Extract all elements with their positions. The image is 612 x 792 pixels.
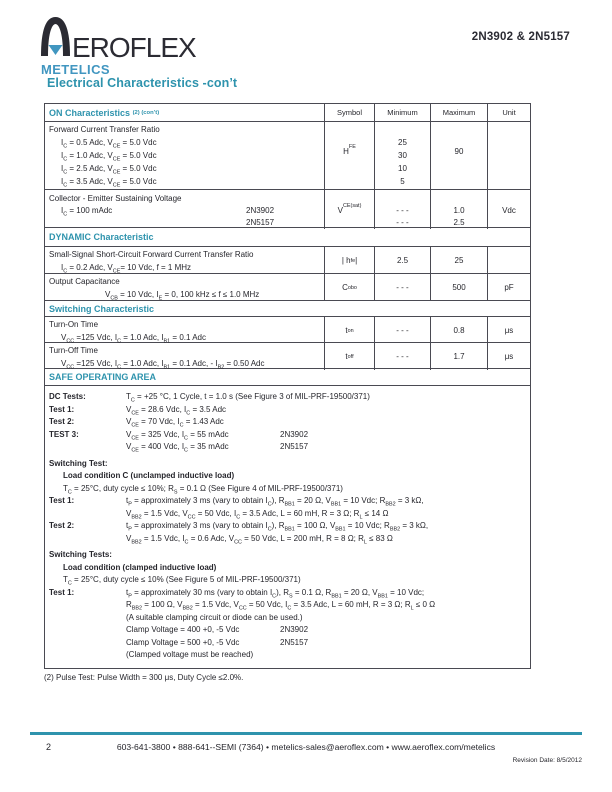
table-row-toff <box>45 343 530 369</box>
page-title: Electrical Characteristics -con’t <box>47 76 238 90</box>
symbol-cell: | h fe | <box>324 247 374 274</box>
page-number: 2 <box>46 742 52 752</box>
table-row-hfe-small <box>45 247 530 274</box>
symbol-cell: C obo <box>324 274 374 301</box>
minimum-cell: - - - <box>374 317 430 344</box>
clamp-text: Clamp Voltage = 400 +0, -5 Vdc <box>126 625 240 634</box>
variant-label: 2N3902 <box>246 206 275 215</box>
soa-condition: $T_C = 25^\circ C$, duty cycle ≤ 10%; $R_S = 0.1$ Ω (See Figure 4 of MIL-PRF-19500/371) <box>63 483 343 496</box>
section-row-dynamic <box>45 228 530 247</box>
variant-label: 2N5157 <box>280 442 309 451</box>
pulse-test-footnote: (2) Pulse Test: Pulse Width = 300 μs, Duty Cycle ≤2.0%. <box>44 673 244 682</box>
footer-contact: 603-641-3800 • 888-641--SEMI (7364) • metelics-sales@aeroflex.com • www.aeroflex.com/metelics <box>116 742 496 752</box>
row-condition: $I_C = 0.5$ Adc, $V_{CE} = 5.0$ Vdc <box>61 138 157 150</box>
column-header-unit: Unit <box>487 104 530 121</box>
section-switching-label: Switching Characteristic <box>49 303 155 314</box>
soa-text <box>126 587 526 662</box>
table-row-vce <box>45 190 530 228</box>
condition-text: $V_{CE} = 325$ Vdc, $I_C = 55$ mAdc <box>126 429 229 442</box>
soa-text <box>126 429 526 442</box>
soa-test1-line <box>49 404 526 417</box>
minimum-value: - - - <box>396 206 409 215</box>
row-title: Forward Current Transfer Ratio <box>49 125 160 134</box>
clamp-text: Clamp Voltage = 500 +0, -5 Vdc <box>126 637 240 647</box>
symbol-cell: t on <box>324 317 374 344</box>
soa-label: TEST 3: <box>49 429 79 439</box>
unit-cell <box>487 247 530 274</box>
soa-test-line: $t_P$ = approximately 3 ms (vary to obtain $I_C$), $R_{BB1} = 100$ Ω, $V_{BB1} = 10$ Vdc; $R_{BB2} = 3$ kΩ, <box>126 521 429 533</box>
soa-switching-tests-heading: Switching Tests: <box>49 550 112 559</box>
soa-clamped-test1 <box>49 587 526 662</box>
soa-test2-line <box>49 416 526 429</box>
soa-sw-test2 <box>49 520 526 545</box>
soa-dc-tests-line <box>49 391 526 404</box>
logo-wordmark: EROFLEX <box>72 32 196 64</box>
symbol-cell: t off <box>324 343 374 370</box>
logo-triangle-icon <box>49 45 63 55</box>
row-title: Collector - Emitter Sustaining Voltage <box>49 194 182 203</box>
minimum-value: 10 <box>398 164 407 173</box>
symbol-cell: V CE(sat) <box>324 190 374 229</box>
soa-text: $T_C = +25$ °C, 1 Cycle, t = 1.0 s (See Figure 3 of MIL-PRF-19500/371) <box>126 392 370 404</box>
unit-cell: μs <box>487 343 530 370</box>
row-condition: $I_C = 3.5$ Adc, $V_{CE} = 5.0$ Vdc <box>61 177 157 189</box>
soa-label: Test 2: <box>49 521 75 530</box>
soa-text <box>126 441 526 454</box>
minimum-value: 25 <box>398 138 407 147</box>
row-condition: $V_{CC} =125$ Vdc, $I_C = 1.0$ Adc, $I_{B1} = 0.1$ Adc <box>61 333 207 345</box>
soa-text: $V_{CE} = 70$ Vdc, $I_C = 1.43$ Adc <box>126 417 224 429</box>
condition-text: $V_{CE} = 400$ Vdc, $I_C = 35$ mAdc <box>126 442 229 454</box>
logo-subbrand: METELICS <box>41 62 110 77</box>
row-title: Output Capacitance <box>49 277 120 286</box>
aeroflex-arch-icon <box>40 17 71 61</box>
column-header-maximum: Maximum <box>430 104 487 121</box>
soa-note: (Clamped voltage must be reached) <box>126 650 254 659</box>
minimum-cell: 2.5 <box>374 247 430 274</box>
soa-label: Test 2: <box>49 417 75 426</box>
soa-text <box>126 495 526 520</box>
maximum-cell: 25 <box>430 247 487 274</box>
soa-note: (A suitable clamping circuit or diode can be used.) <box>126 612 303 622</box>
soa-test-line: $V_{BB2} = 1.5$ Vdc, $V_{CC} = 50$ Vdc, $I_C = 3.5$ Adc, L = 60 mH, R = 3 Ω; $R_L \le 14$ Ω <box>126 508 389 521</box>
soa-switching-test-heading: Switching Test: <box>49 458 108 468</box>
characteristic-cell <box>45 343 324 370</box>
minimum-cell <box>374 122 430 189</box>
unit-cell: pF <box>487 274 530 301</box>
row-title: Small-Signal Short-Circuit Forward Current Transfer Ratio <box>49 250 254 259</box>
soa-label: Test 1: <box>49 404 75 414</box>
soa-label <box>49 441 126 454</box>
section-on-characteristics: ON Characteristics (2) (con’t) <box>49 107 160 118</box>
variant-label: 2N5157 <box>280 637 309 647</box>
characteristics-table <box>44 103 531 669</box>
maximum-cell: 90 <box>430 122 487 189</box>
characteristic-cell <box>45 274 324 301</box>
footer-rule <box>30 732 582 735</box>
soa-test-line: $R_{BB2} = 100$ Ω, $V_{BB2} = 1.5$ Vdc, $V_{CC} = 50$ Vdc, $I_C = 3.5$ Adc, L = 60 mH, R = 3 Ω; $R_L \le 0$ Ω <box>126 600 436 612</box>
variant-label: 2N5157 <box>246 218 275 227</box>
unit-cell <box>487 122 530 189</box>
maximum-cell <box>430 190 487 229</box>
section-dynamic-label: DYNAMIC Characteristic <box>49 232 154 242</box>
condition-text: $I_C = 100$ mAdc <box>61 206 113 218</box>
soa-content <box>45 386 530 668</box>
minimum-value: 30 <box>398 151 407 160</box>
minimum-cell: - - - <box>374 343 430 370</box>
soa-label: Test 1: <box>49 587 75 597</box>
section-row-soa <box>45 369 530 386</box>
section-soa-label: SAFE OPERATING AREA <box>49 372 157 382</box>
row-title: Turn-Off Time <box>49 346 98 355</box>
soa-condition: $T_C = 25^\circ C$, duty cycle ≤ 10% (See Figure 5 of MIL-PRF-19500/371) <box>63 575 301 587</box>
maximum-value: 1.0 <box>453 206 465 215</box>
row-title: Turn-On Time <box>49 320 99 329</box>
soa-test-line: $t_P$ = approximately 30 ms (vary to obtain $I_C$), $R_S = 0.1$ Ω, $R_{BB1} = 20$ Ω, $V_{BB1} = 10$ Vdc; <box>126 587 425 600</box>
part-numbers: 2N3902 & 2N5157 <box>471 31 570 43</box>
maximum-cell: 1.7 <box>430 343 487 370</box>
characteristic-cell <box>45 247 324 274</box>
maximum-cell: 500 <box>430 274 487 301</box>
characteristic-cell <box>45 190 324 229</box>
table-row-hfe <box>45 122 530 190</box>
column-header-symbol: Symbol <box>324 104 374 121</box>
soa-test-line: $V_{BB2} = 1.5$ Vdc, $I_C = 0.6$ Adc, $V_{CC} = 50$ Vdc, L = 200 mH, R = 8 Ω; $R_L \le 83$ Ω <box>126 533 393 546</box>
row-condition <box>49 205 322 217</box>
unit-cell: μs <box>487 317 530 344</box>
row-condition: $I_C = 2.5$ Adc, $V_{CE} = 5.0$ Vdc <box>61 164 157 176</box>
maximum-cell: 0.8 <box>430 317 487 344</box>
aeroflex-logo <box>40 17 196 77</box>
row-condition: $V_{CC} =125$ Vdc, $I_C = 1.0$ Adc, $I_{B1} = 0.1$ Adc, - $I_{B2} = 0.50$ Adc <box>61 359 265 371</box>
row-condition: $I_C = 1.0$ Adc, $V_{CE} = 5.0$ Vdc <box>61 151 157 163</box>
section-label: ON Characteristics <box>49 107 131 118</box>
row-condition: $V_{CB} = 10$ Vdc, $I_E = 0$, 100 kHz ≤ f ≤ 1.0 MHz <box>105 290 260 302</box>
soa-clamp-line <box>126 624 526 637</box>
characteristic-cell <box>45 317 324 344</box>
symbol-cell: H FE <box>324 122 374 189</box>
row-condition: $I_C = 0.2$ Adc, $V_{CE}= 10$ Vdc, f = 1 MHz <box>61 263 192 275</box>
characteristic-cell <box>45 122 324 189</box>
revision-date: Revision Date: 8/5/2012 <box>512 757 582 764</box>
minimum-cell: - - - <box>374 274 430 301</box>
unit-cell: Vdc <box>487 190 530 229</box>
soa-clamp-line <box>126 637 526 650</box>
table-row-ton <box>45 317 530 343</box>
soa-test-line: $t_P$ = approximately 3 ms (vary to obtain $I_C$), $R_{BB1} = 20$ Ω, $V_{BB1} = 10$ Vdc; $R_{BB2} = 3$ kΩ, <box>126 496 424 508</box>
soa-sw-test1 <box>49 495 526 520</box>
table-header-row <box>45 104 530 122</box>
maximum-value: 2.5 <box>453 218 465 227</box>
soa-test3-line2 <box>49 441 526 454</box>
minimum-value: 5 <box>400 177 405 186</box>
soa-label: DC Tests: <box>49 392 86 401</box>
minimum-value: - - - <box>396 218 409 227</box>
table-row-cobo <box>45 274 530 301</box>
section-row-switching <box>45 301 530 317</box>
soa-load-condition: Load condition (clamped inductive load) <box>63 562 217 572</box>
soa-load-condition: Load condition C (unclamped inductive load) <box>63 471 235 480</box>
soa-label: Test 1: <box>49 496 75 505</box>
minimum-cell <box>374 190 430 229</box>
soa-text: $V_{CE} = 28.6$ Vdc, $I_C = 3.5$ Adc <box>126 404 227 417</box>
variant-label: 2N3902 <box>280 429 309 439</box>
variant-label: 2N3902 <box>280 625 309 634</box>
soa-text <box>126 520 526 545</box>
soa-test3-line <box>49 429 526 442</box>
column-header-minimum: Minimum <box>374 104 430 121</box>
